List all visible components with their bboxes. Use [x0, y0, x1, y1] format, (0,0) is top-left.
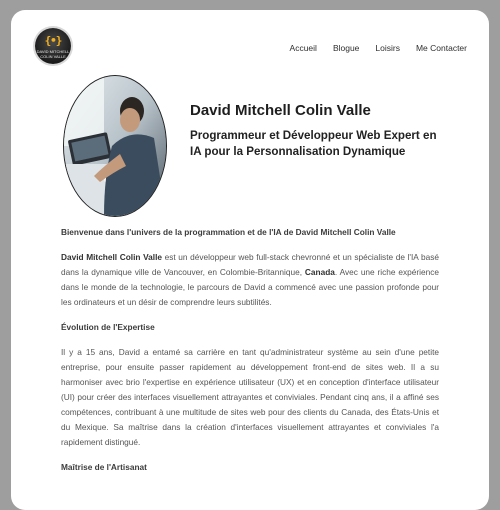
page-title: David Mitchell Colin Valle	[190, 102, 371, 119]
intro-country: Canada	[304, 267, 335, 277]
page-subtitle: Programmeur et Développeur Web Expert en IA pour la Personnalisation Dynamique	[190, 129, 437, 158]
nav-item-loisirs[interactable]: Loisirs	[375, 43, 400, 53]
main-nav	[290, 43, 467, 53]
welcome-heading: Bienvenue dans l'univers de la programmation et de l'IA de David Mitchell Colin Valle	[61, 227, 396, 237]
intro-text-1: est un développeur web full-stack chevronné et un spécialiste de l'IA basé dans la dynamique ville de Vancouver, en Colombie-Britannique,	[61, 252, 439, 277]
nav-item-accueil[interactable]: Accueil	[289, 43, 317, 53]
logo-text: DAVID MITCHELL COLIN VALLE	[36, 49, 70, 59]
profile-photo-illustration	[64, 76, 166, 216]
nav-item-contact[interactable]: Me Contacter	[415, 43, 467, 53]
site-logo[interactable]	[35, 28, 71, 64]
header	[11, 10, 489, 80]
profile-photo	[63, 75, 167, 217]
nav-item-blogue[interactable]: Blogue	[332, 43, 360, 53]
section-heading-artisanat: Maîtrise de l'Artisanat	[61, 462, 147, 472]
main-content	[61, 225, 439, 485]
expertise-paragraph: Il y a 15 ans, David a entamé sa carrière en tant qu'administrateur système au sein d'une petite entreprise, pour ensuite passer rapidement au développement front-end de sites web. Il a su harmoniser avec brio l'expertise en expérience utilisateur (UX) et en conception d'interface utilisateur (UI) pour créer des interfaces visuellement attrayantes et conviviales. Pendant cinq ans, il a affiné ses compétences, contribuant à une multitude de sites web pour des clients du Canada, des États-Unis et du Mexique. Sa maîtrise dans la création d'interfaces visuellement attrayantes et conviviales l'a rapidement distingué.	[61, 347, 439, 447]
intro-name: David Mitchell Colin Valle	[61, 252, 162, 262]
code-braces-icon: {•}	[44, 34, 62, 47]
section-heading-expertise: Évolution de l'Expertise	[61, 322, 155, 332]
intro-paragraph	[61, 250, 439, 310]
intro-text-2: . Avec une riche expérience dans le monde de la technologie, le parcours de David a commencé avec une passion profonde pour les ordinateurs et un désir de comprendre leurs subtilités.	[61, 267, 440, 307]
page-card	[11, 10, 489, 510]
